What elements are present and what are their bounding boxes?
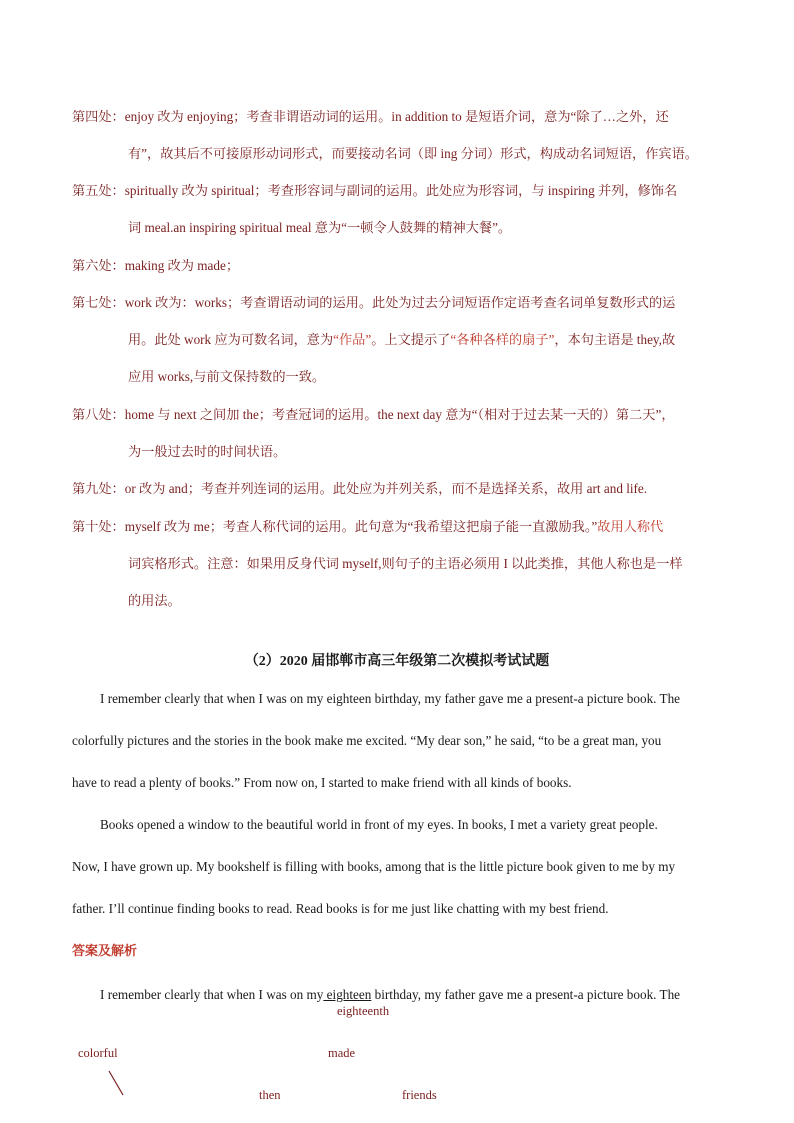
passage-line: colorfully pictures and the stories in the book make me excited. “My dear son,” he said, “to be a great man, you — [72, 733, 662, 748]
answer-text-pre: I remember clearly that when I was on my — [100, 987, 324, 1002]
explanation-text: 第十处：myself 改为 me；考查人称代词的运用。此句意为“我希望这把扇子能一直激励我。” — [72, 519, 598, 534]
explanation-text: 有”，故其后不可接原形动词形式，而要接动名词（即 ing 分词）形式，构成动名词短语，作宾语。 — [128, 146, 698, 161]
passage-line: Books opened a window to the beautiful world in front of my eyes. In books, I met a variety great people. — [100, 817, 658, 832]
explanation-text: 第四处：enjoy 改为 enjoying；考查非谓语动词的运用。in addition to 是短语介词，意为“除了…之外，还 — [72, 109, 669, 124]
explanation-text: 词宾格形式。注意：如果用反身代词 myself,则句子的主语必须用 I 以此类推，其他人称也是一样 — [128, 556, 683, 571]
explanation-line — [72, 470, 724, 507]
explanation-item — [72, 508, 724, 619]
explanation-item — [72, 172, 724, 246]
explanation-item — [72, 247, 724, 284]
explanation-text: 词 meal.an inspiring spiritual meal 意为“一顿令人鼓舞的精神大餐”。 — [128, 220, 512, 235]
explanation-text: 第九处：or 改为 and；考查并列连词的运用。此处应为并列关系，而不是选择关系，故用 art and life. — [72, 481, 648, 496]
passage-paragraph — [72, 678, 724, 804]
explanation-item — [72, 98, 724, 172]
highlight-text: “各种各样的扇子” — [450, 332, 555, 347]
explanation-item — [72, 284, 724, 395]
explanation-line — [72, 135, 724, 172]
explanation-line — [72, 545, 724, 582]
explanation-text: 第五处：spiritually 改为 spiritual；考查形容词与副词的运用。此处应为形容词，与 inspiring 并列，修饰名 — [72, 183, 678, 198]
explanation-text: 为一般过去时的时间状语。 — [128, 444, 287, 459]
passage-line: Now, I have grown up. My bookshelf is filling with books, among that is the little picture book given to me by my — [72, 859, 676, 874]
deletion-slash-mark — [106, 1068, 128, 1098]
explanation-text: 的用法。 — [128, 593, 181, 608]
explanation-text: 第六处：making 改为 made； — [72, 258, 240, 273]
answer-text-post: birthday, my father gave me a present-a picture book. The — [371, 987, 681, 1002]
answer-passage-line — [100, 982, 680, 1008]
answer-heading: 答案及解析 — [72, 943, 138, 958]
correction-then: then — [259, 1088, 281, 1102]
explanation-text: 第八处：home 与 next 之间加 the；考查冠词的运用。the next day 意为“（相对于过去某一天的）第二天”， — [72, 407, 675, 422]
explanation-text: 。上文提示了 — [371, 332, 451, 347]
answer-error-word: eighteen — [323, 987, 372, 1002]
explanation-line — [72, 396, 724, 433]
passage-line: have to read a plenty of books.” From now on, I started to make friend with all kinds of books. — [72, 775, 572, 790]
explanation-line — [72, 172, 724, 209]
highlight-text: “作品” — [333, 332, 372, 347]
passage-line: I remember clearly that when I was on my eighteen birthday, my father gave me a present-a picture book. The — [100, 691, 681, 706]
explanation-line — [72, 98, 724, 135]
explanation-text: ，本句主语是 they,故 — [554, 332, 676, 347]
explanation-text: 应用 works,与前文保持数的一致。 — [128, 369, 326, 384]
explanation-line — [72, 247, 724, 284]
explanation-line — [72, 508, 724, 545]
explanation-line — [72, 284, 724, 321]
correction-made: made — [328, 1046, 356, 1060]
passage-paragraph — [72, 804, 724, 930]
explanation-text: 用。此处 work 应为可数名词，意为 — [128, 332, 334, 347]
correction-colorful: colorful — [78, 1046, 118, 1060]
explanation-text: 第七处：work 改为：works；考查谓语动词的运用。此处为过去分词短语作定语考查名词单复数形式的运 — [72, 295, 676, 310]
correction-eighteenth: eighteenth — [337, 1004, 390, 1018]
explanation-line — [72, 582, 724, 619]
explanation-line — [72, 321, 724, 358]
passage-line: father. I’ll continue finding books to read. Read books is for me just like chatting with my best friend. — [72, 901, 609, 916]
correction-friends: friends — [402, 1088, 437, 1102]
highlight-text: 故用人称代 — [597, 519, 664, 534]
explanation-line — [72, 358, 724, 395]
section-heading: （2）2020 届邯郸市高三年级第二次模拟考试试题 — [244, 654, 550, 669]
explanation-line — [72, 433, 724, 470]
explanation-item — [72, 470, 724, 507]
explanation-item — [72, 396, 724, 470]
explanation-line — [72, 209, 724, 246]
